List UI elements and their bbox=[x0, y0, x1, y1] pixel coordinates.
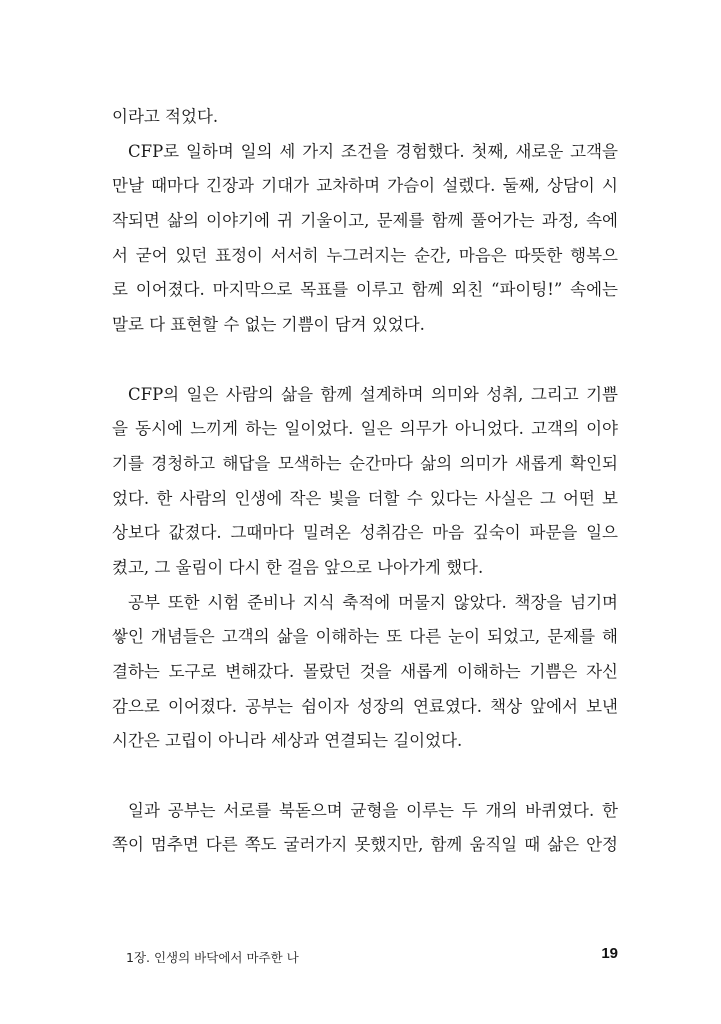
text-line: 었다. 한 사람의 인생에 작은 빛을 더할 수 있다는 사실은 그 어떤 보 bbox=[112, 488, 618, 508]
text-line: 작되면 삶의 이야기에 귀 기울이고, 문제를 함께 풀어가는 과정, 속에 bbox=[112, 211, 618, 231]
text-line: 상보다 값졌다. 그때마다 밀려온 성취감은 마음 깊숙이 파문을 일으 bbox=[112, 523, 618, 543]
text-line: 쪽이 멈추면 다른 쪽도 굴러가지 못했지만, 함께 움직일 때 삶은 안정 bbox=[112, 835, 618, 855]
paragraph bbox=[112, 586, 618, 759]
text-line: 공부 또한 시험 준비나 지식 축적에 머물지 않았다. 책장을 넘기며 bbox=[128, 592, 618, 612]
text-line: 만날 때마다 긴장과 기대가 교차하며 가슴이 설렜다. 둘째, 상담이 시 bbox=[112, 176, 618, 196]
running-footer-chapter-title: 1장. 인생의 바닥에서 마주한 나 bbox=[126, 950, 299, 965]
text-line: 말로 다 표현할 수 없는 기쁨이 담겨 있었다. bbox=[112, 315, 425, 335]
body-text bbox=[112, 100, 618, 863]
text-line: 서 굳어 있던 표정이 서서히 누그러지는 순간, 마음은 따뜻한 행복으 bbox=[112, 245, 618, 265]
text-line: 일과 공부는 서로를 북돋으며 균형을 이루는 두 개의 바퀴였다. 한 bbox=[128, 800, 618, 820]
paragraph bbox=[112, 135, 618, 343]
paragraph-gap bbox=[112, 759, 618, 794]
paragraph-gap bbox=[112, 343, 618, 378]
text-line: 을 동시에 느끼게 하는 일이었다. 일은 의무가 아니었다. 고객의 이야 bbox=[112, 419, 618, 439]
paragraph bbox=[112, 100, 618, 135]
paragraph bbox=[112, 794, 618, 863]
text-line: 감으로 이어졌다. 공부는 쉼이자 성장의 연료였다. 책상 앞에서 보낸 bbox=[112, 696, 618, 716]
text-line: 기를 경청하고 해답을 모색하는 순간마다 삶의 의미가 새롭게 확인되 bbox=[112, 453, 618, 473]
page-number: 19 bbox=[601, 945, 618, 962]
text-line: CFP로 일하며 일의 세 가지 조건을 경험했다. 첫째, 새로운 고객을 bbox=[128, 141, 618, 161]
text-line: 로 이어졌다. 마지막으로 목표를 이루고 함께 외친 “파이팅!” 속에는 bbox=[112, 280, 618, 300]
text-line: 이라고 적었다. bbox=[112, 107, 219, 126]
text-line: 쌓인 개념들은 고객의 삶을 이해하는 또 다른 눈이 되었고, 문제를 해 bbox=[112, 627, 618, 647]
text-line: CFP의 일은 사람의 삶을 함께 설계하며 의미와 성취, 그리고 기쁨 bbox=[128, 384, 618, 404]
text-line: 결하는 도구로 변해갔다. 몰랐던 것을 새롭게 이해하는 기쁨은 자신 bbox=[112, 662, 618, 681]
paragraph bbox=[112, 378, 618, 586]
text-line: 시간은 고립이 아니라 세상과 연결되는 길이었다. bbox=[112, 731, 463, 751]
text-line: 켰고, 그 울림이 다시 한 걸음 앞으로 나아가게 했다. bbox=[112, 557, 484, 577]
